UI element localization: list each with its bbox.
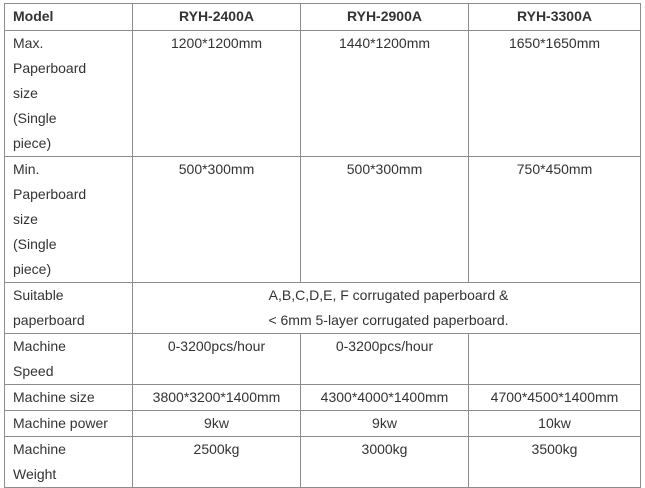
table-row bbox=[5, 157, 641, 283]
row-label-max-size: Max. Paperboard size (Single piece) bbox=[5, 31, 133, 157]
header-model-3: RYH-3300A bbox=[469, 4, 641, 31]
cell-power-1: 9kw bbox=[133, 411, 301, 437]
table-header-row bbox=[5, 4, 641, 31]
cell-min-size-2: 500*300mm bbox=[301, 157, 469, 283]
cell-speed-3 bbox=[469, 334, 641, 385]
spec-table bbox=[4, 3, 641, 488]
cell-power-3: 10kw bbox=[469, 411, 641, 437]
cell-weight-1: 2500kg bbox=[133, 437, 301, 488]
table-row bbox=[5, 283, 641, 334]
cell-weight-2: 3000kg bbox=[301, 437, 469, 488]
table-row bbox=[5, 437, 641, 488]
cell-max-size-2: 1440*1200mm bbox=[301, 31, 469, 157]
cell-size-2: 4300*4000*1400mm bbox=[301, 385, 469, 411]
row-label-weight: Machine Weight bbox=[5, 437, 133, 488]
table-row bbox=[5, 385, 641, 411]
cell-suitable: A,B,C,D,E, F corrugated paperboard & < 6mm 5-layer corrugated paperboard. bbox=[133, 283, 641, 334]
cell-min-size-1: 500*300mm bbox=[133, 157, 301, 283]
table-row bbox=[5, 411, 641, 437]
header-model-2: RYH-2900A bbox=[301, 4, 469, 31]
row-label-machine-power: Machine power bbox=[5, 411, 133, 437]
header-model: Model bbox=[5, 4, 133, 31]
table-row bbox=[5, 334, 641, 385]
table-row bbox=[5, 31, 641, 157]
row-label-machine-size: Machine size bbox=[5, 385, 133, 411]
row-label-suitable: Suitable paperboard bbox=[5, 283, 133, 334]
header-model-1: RYH-2400A bbox=[133, 4, 301, 31]
cell-weight-3: 3500kg bbox=[469, 437, 641, 488]
cell-min-size-3: 750*450mm bbox=[469, 157, 641, 283]
cell-speed-2: 0-3200pcs/hour bbox=[301, 334, 469, 385]
cell-size-1: 3800*3200*1400mm bbox=[133, 385, 301, 411]
cell-speed-1: 0-3200pcs/hour bbox=[133, 334, 301, 385]
row-label-speed: Machine Speed bbox=[5, 334, 133, 385]
cell-max-size-1: 1200*1200mm bbox=[133, 31, 301, 157]
cell-max-size-3: 1650*1650mm bbox=[469, 31, 641, 157]
cell-size-3: 4700*4500*1400mm bbox=[469, 385, 641, 411]
cell-power-2: 9kw bbox=[301, 411, 469, 437]
row-label-min-size: Min. Paperboard size (Single piece) bbox=[5, 157, 133, 283]
